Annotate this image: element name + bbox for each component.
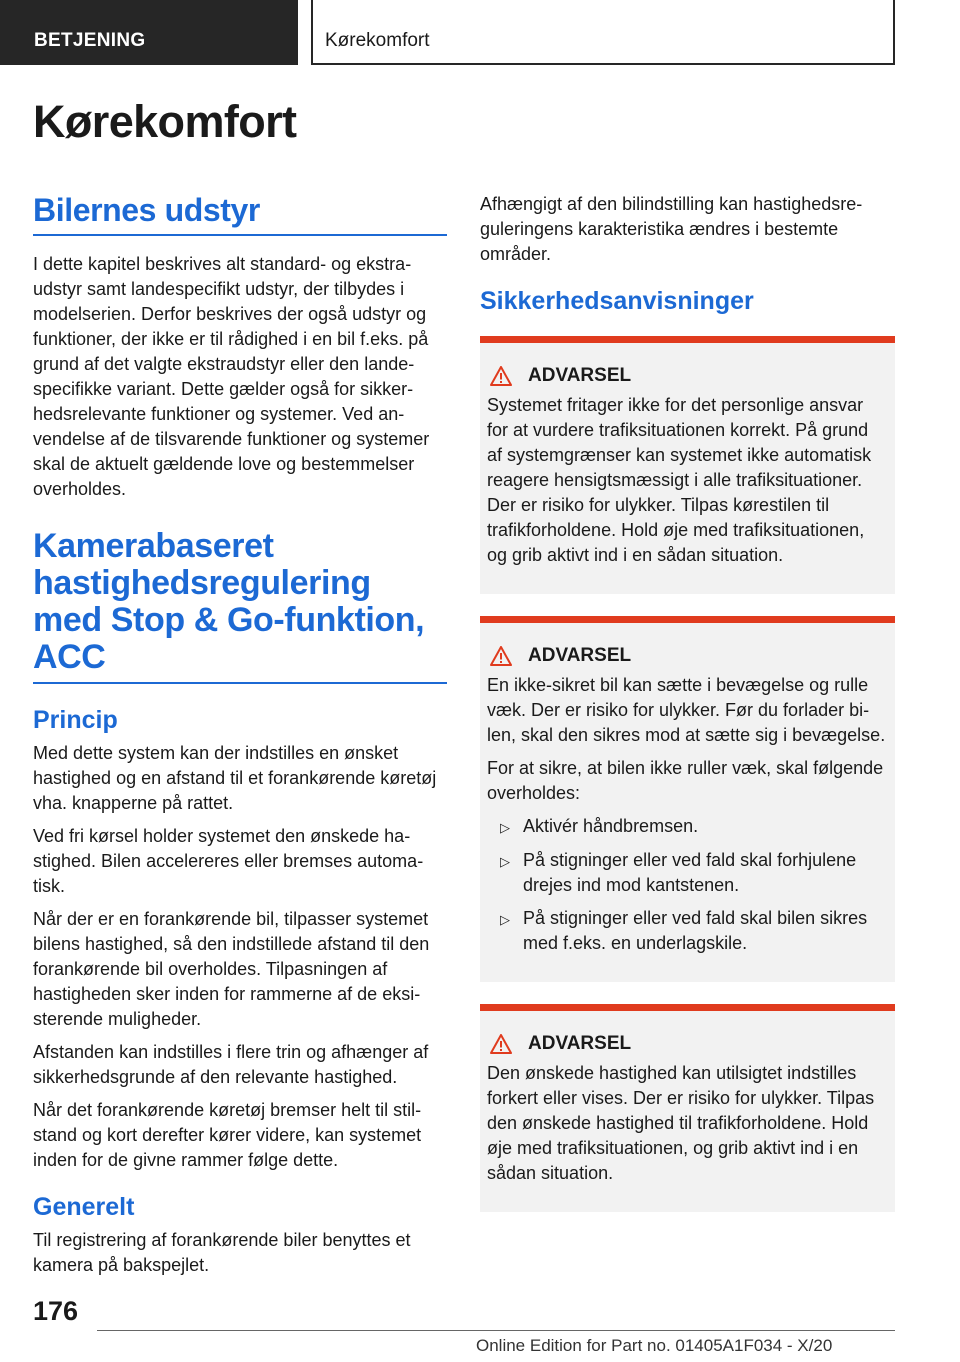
warning-text: For at sikre, at bilen ikke ruller væk, skal følgende overholdes: [487,758,884,803]
paragraph-princip-1: Med dette system kan der indstilles en ønsket hastighed og en afstand til et forankørende køretøj vha. knapperne på rattet. [33,743,437,813]
heading-princip: Princip [33,706,118,734]
section-tab: BETJENING [0,0,298,65]
list-item: ▷ Aktivér håndbremsen. [487,814,887,840]
left-column [33,192,447,1286]
heading-sikkerhed: Sikkerhedsanvisninger [480,287,754,315]
paragraph-princip-2: Ved fri kørsel holder systemet den ønskede hastighed. Bilen accelereres eller bremses automatisk. [33,826,424,896]
list-item: ▷ På stigninger eller ved fald skal bilen sikres med f.eks. en underlagskile. [487,906,887,956]
heading-acc: Kamerabaseret hastighedsregulering med Stop & Go-funktion, ACC [33,528,447,684]
page-number: 176 [33,1296,79,1326]
page-title: Kørekomfort [33,96,297,147]
right-column [480,192,895,1234]
topic-header: Kørekomfort [311,0,895,65]
heading-generelt: Generelt [33,1193,135,1221]
paragraph-princip-3: Når der er en forankørende bil, tilpasser systemet bilens hastighed, så den indstillede afstand til den forankørende bil overholdes. Tilpasningen af hastigheden sker inden for rammerne af de eksisterende muligheder. [33,909,430,1029]
heading-bilernes-udstyr: Bilernes udstyr [33,192,447,236]
paragraph-generelt: Til registrering af forankørende biler benyttes et kamera på bakspejlet. [33,1230,411,1275]
warning-title: ADVARSEL [487,645,887,667]
warning-box [480,336,895,594]
warning-title: ADVARSEL [487,1033,887,1055]
paragraph-udstyr: I dette kapitel beskrives alt standard- og ekstraudstyr samt landespecifikt udstyr, der tilbydes i modelserien. Derfor beskrives der også udstyr og funktioner, der ikke er til rådighed i en bil f.eks. på grund af det valgte ekstraudstyr eller den landespecifikke variant. Dette gælder også for sikkerhedsrelevante funktioner og systemer. Ved anvendelse af de tilsvarende funktioner og systemer skal de aktuelt gældende love og bestemmelser overholdes. [33,254,430,499]
warning-box [480,616,895,982]
warning-text: Systemet fritager ikke for det personlige ansvar for at vurdere trafiksituationen korrekt. På grund af systemgrænser kan systemet ikke automatisk reagere hensigtsmæssigt i alle trafiksituationer. Der er risiko for ulykker. Tilpas kørestilen til trafikforholdene. Hold øje med trafiksituationen, og grib aktivt ind i en sådan situation. [487,395,872,565]
list-item: ▷ På stigninger eller ved fald skal forhjulene drejes ind mod kantstenen. [487,848,887,898]
bullet-triangle-icon: ▷ [500,912,510,927]
footer-divider [97,1330,895,1331]
bullet-triangle-icon: ▷ [500,854,510,869]
warning-triangle-icon [490,646,512,666]
bullet-triangle-icon: ▷ [500,820,510,835]
footer-edition: Online Edition for Part no. 01405A1F034 - X/20 [476,1336,833,1355]
warning-title: ADVARSEL [487,365,887,387]
warning-triangle-icon [490,366,512,386]
warning-triangle-icon [490,1034,512,1054]
paragraph-princip-5: Når det forankørende køretøj bremser helt til stilstand og kort derefter kører videre, kan systemet inden for de givne rammer følge dette. [33,1100,422,1170]
warning-text: Den ønskede hastighed kan utilsigtet indstilles forkert eller vises. Der er risiko for ulykker. Tilpas den ønskede hastighed til trafikforholdene. Hold øje med trafiksituationen, og grib aktivt ind i en sådan situation. [487,1063,875,1183]
warning-text: En ikke-sikret bil kan sætte i bevægelse og rulle væk. Der er risiko for ulykker. Før du forlader bilen, skal den sikres mod at sætte sig i bevægelse. [487,675,886,745]
paragraph-princip-4: Afstanden kan indstilles i flere trin og afhænger af sikkerhedsgrunde af den relevante hastighed. [33,1042,429,1087]
warning-box [480,1004,895,1212]
paragraph-intro: Afhængigt af den bilindstilling kan hastighedsreguleringens karakteristika ændres i bestemte områder. [480,194,863,264]
